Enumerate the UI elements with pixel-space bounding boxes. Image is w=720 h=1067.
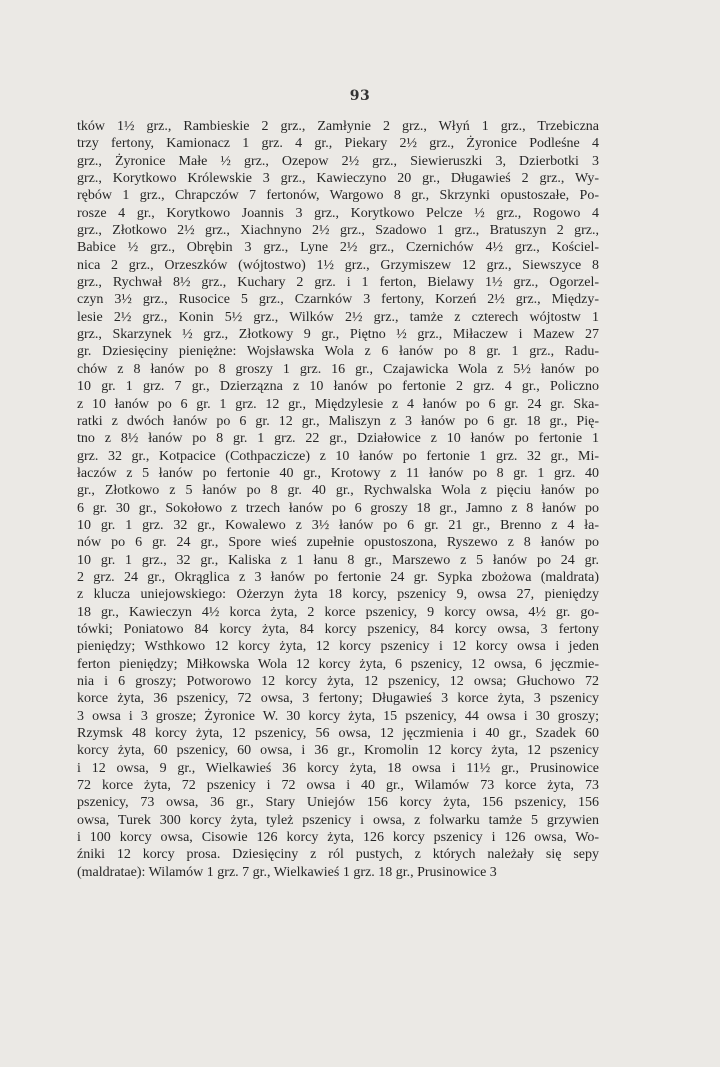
text-line: trzy fertony, Kamionacz 1 grz. 4 gr., Piekary 2½ grz., Żyronice Podleśne 4 xyxy=(77,136,599,152)
text-line: gr. Dziesięciny pieniężne: Wojsławska Wola z 6 łanów po 8 gr. 1 grz., Radu- xyxy=(77,344,599,360)
text-line: (maldratae): Wilamów 1 grz. 7 gr., Wielkawieś 1 grz. 18 gr., Prusinowice 3 xyxy=(77,864,497,880)
text-line: i 12 owsa, 9 gr., Wielkawieś 36 korcy żyta, 18 owsa i 11½ gr., Prusinowice xyxy=(77,760,599,776)
text-line: korcy żyta, 60 pszenicy, 60 owsa, i 36 gr., Kromolin 12 korcy żyta, 12 pszenicy xyxy=(77,743,599,759)
text-line: 10 gr. 1 grz., 32 gr., Kaliska z 1 łanu 8 gr., Marszewo z 5 łanów po 24 gr. xyxy=(77,552,599,568)
text-line: lesie 2½ grz., Konin 5½ grz., Wilków 2½ grz., tamże z czterech wójtostw 1 xyxy=(77,309,599,325)
text-line: rębów 1 grz., Chrapczów 7 fertonów, Wargowo 8 gr., Skrzynki opustoszałe, Po- xyxy=(77,188,599,204)
text-line: nica 2 grz., Orzeszków (wójtostwo) 1½ grz., Grzymiszew 12 grz., Siewszyce 8 xyxy=(77,257,599,273)
text-line: nów po 6 gr. 24 gr., Spore wieś zupełnie opustoszona, Ryszewo z 8 łanów po xyxy=(77,535,599,551)
text-line: 6 gr. 30 gr., Sokołowo z trzech łanów po 6 groszy 18 gr., Jamno z 8 łanów po xyxy=(77,500,599,516)
text-line: 10 gr. 1 grz. 32 gr., Kowalewo z 3½ łanów po 6 gr. 21 gr., Brenno z 4 ła- xyxy=(77,517,599,533)
text-line: Rzymsk 48 korcy żyta, 12 pszenicy, 56 owsa, 12 jęczmienia i 40 gr., Szadek 60 xyxy=(77,726,599,742)
text-line: z klucza uniejowskiego: Ożerzyn żyta 18 korcy, pszenicy 9, owsa 27, pieniędzy xyxy=(77,587,599,603)
text-line: pszenicy, 73 owsa, 36 gr., Stary Uniejów 156 korcy żyta, 156 pszenicy, 156 xyxy=(77,795,599,811)
text-line: grz., Skarzynek ½ grz., Złotkowy 9 gr., Piętno ½ grz., Miłaczew i Mazew 27 xyxy=(77,327,599,343)
text-line: 3 owsa i 3 grosze; Żyronice W. 30 korcy żyta, 15 pszenicy, 44 owsa i 30 groszy; xyxy=(77,708,599,724)
text-line: gr., Złotkowo z 5 łanów po 8 gr. 40 gr., Rychwalska Wola z pięciu łanów po xyxy=(77,483,599,499)
text-line: 2 grz. 24 gr., Okrąglica z 3 łanów po fertonie 24 gr. Sypka zbożowa (maldrata) xyxy=(77,569,599,585)
text-line: chów z 8 łanów po 8 groszy 1 grz. 16 gr., Czajawicka Wola z 5½ łanów po xyxy=(77,361,599,377)
text-line: tno z 8½ łanów po 8 gr. 1 grz. 22 gr., Działowice z 10 łanów po fertonie 1 xyxy=(77,431,599,447)
text-line: i 100 korcy owsa, Cisowie 126 korcy żyta, 126 korcy pszenicy i 126 owsa, Wo- xyxy=(77,830,599,846)
text-line: pieniędzy; Wsthkowo 12 korcy żyta, 12 korcy pszenicy i 12 korcy owsa i jeden xyxy=(77,639,599,655)
text-line: ratki z dwóch łanów po 6 gr. 12 gr., Maliszyn z 3 łanów po 6 gr. 18 gr., Pię- xyxy=(77,413,599,429)
text-line: 72 korce żyta, 72 pszenicy i 72 owsa i 40 gr., Wilamów 73 korce żyta, 73 xyxy=(77,778,599,794)
text-line: grz., Złotkowo 2½ grz., Xiachnyno 2½ grz., Szadowo 1 grz., Bratuszyn 2 grz., xyxy=(77,223,599,239)
text-line: 18 gr., Kawieczyn 4½ korca żyta, 2 korce pszenicy, 9 korcy owsa, 4½ gr. go- xyxy=(77,604,599,620)
text-line: grz., Korytkowo Królewskie 3 grz., Kawieczyno 20 gr., Długawieś 2 grz., Wy- xyxy=(77,171,599,187)
text-line: rosze 4 gr., Korytkowo Joannis 3 grz., Korytkowo Pelcze ½ grz., Rogowo 4 xyxy=(77,205,599,221)
page-number: 93 xyxy=(349,88,371,104)
text-line: grz. 32 gr., Kotpacice (Cothpaczicze) z 10 łanów po fertonie 1 grz. 32 gr., Mi- xyxy=(77,448,599,464)
text-line: grz., Żyronice Małe ½ grz., Ozepow 2½ grz., Siewieruszki 3, Dzierbotki 3 xyxy=(77,153,599,169)
text-line: ferton pieniędzy; Miłkowska Wola 12 korcy żyta, 6 pszenicy, 12 owsa, 6 jęczmie- xyxy=(77,656,599,672)
text-line: grz., Rychwał 8½ grz., Kuchary 2 grz. i 1 ferton, Bielawy 1½ grz., Ogorzel- xyxy=(77,275,599,291)
text-line: owsa, Turek 300 korcy żyta, tyleż pszenicy i owsa, z folwarku tamże 5 grzywien xyxy=(77,812,599,828)
text-line: czyn 3½ grz., Rusocice 5 grz., Czarnków 3 fertony, Korzeń 2½ grz., Między- xyxy=(77,292,599,308)
text-line: z 10 łanów po 6 gr. 1 grz. 12 gr., Międzylesie z 4 łanów po 6 gr. 24 gr. Ska- xyxy=(77,396,599,412)
text-line: 10 gr. 1 grz. 7 gr., Dzierzązna z 10 łanów po fertonie 2 grz. 4 gr., Policzno xyxy=(77,379,599,395)
text-line: korce żyta, 36 pszenicy, 72 owsa, 3 fertony; Długawieś 3 korce żyta, 3 pszenicy xyxy=(77,691,599,707)
text-line: łaczów z 5 łanów po fertonie 40 gr., Krotowy z 11 łanów po 8 gr. 1 grz. 40 xyxy=(77,465,599,481)
text-line: nia i 6 groszy; Potworowo 12 korcy żyta, 12 pszenicy, 12 owsa; Głuchowo 72 xyxy=(77,674,599,689)
body-text xyxy=(77,118,599,881)
text-line: tówki; Poniatowo 84 korcy żyta, 84 korcy pszenicy, 84 korcy owsa, 3 fertony xyxy=(77,621,599,637)
text-line: źniki 12 korcy prosa. Dziesięciny z ról pustych, z których należały się sepy xyxy=(77,847,599,863)
text-line: Babice ½ grz., Obrębin 3 grz., Lyne 2½ grz., Czernichów 4½ grz., Kościel- xyxy=(77,240,599,256)
text-line: tków 1½ grz., Rambieskie 2 grz., Zamłynie 2 grz., Włyń 1 grz., Trzebiczna xyxy=(77,119,599,134)
